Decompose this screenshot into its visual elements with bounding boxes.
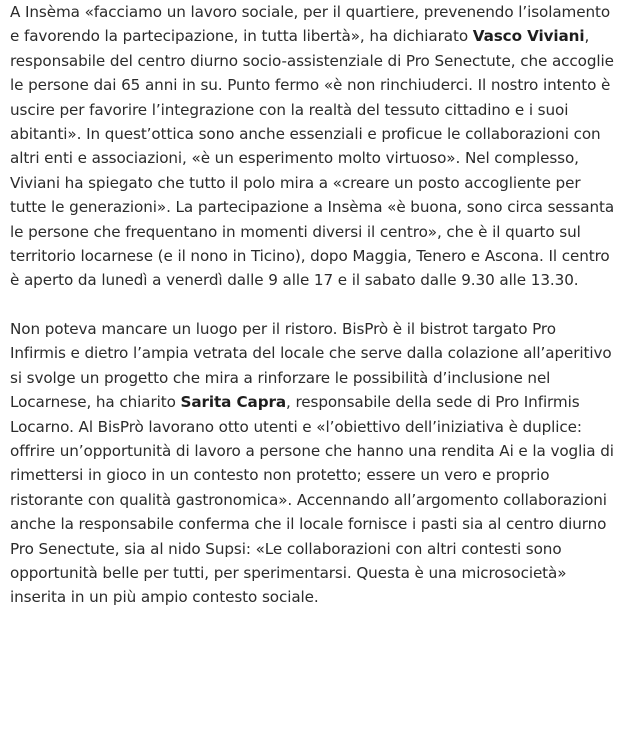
paragraph-2-text-body: , responsabile della sede di Pro Infirmis Locarno. Al BisPrò lavorano otto utenti e «l’obiettivo dell’iniziativa è duplice: offrire un’opportunità di lavoro a persone che hanno una rendita Ai e la voglia di rimettersi in gioco in un contesto non protetto; essere un vero e proprio ristorante con qualità gastronomica». Accennando all’argomento collaborazioni anche la responsabile conferma che il locale fornisce i pasti sia al centro diurno Pro Senectute, sia al nido Supsi: «Le collaborazioni con altri contesti sono opportunità belle per tutti, per sperimentarsi. Questa è una microsocietà» inserita in un più ampio contesto sociale.	[10, 393, 614, 607]
paragraph-1-text-body: , responsabile del centro diurno socio-assistenziale di Pro Senectute, che accoglie le persone dai 65 anni in su. Punto fermo «è non rinchiuderci. Il nostro intento è uscire per favorire l’integrazione con la realtà del tessuto cittadino e i suoi abitanti». In quest’ottica sono anche essenziali e proficue le collaborazioni con altri enti e associazioni, «è un esperimento molto virtuoso». Nel complesso, Viviani ha spiegato che tutto il polo mira a «creare un posto accogliente per tutte le generazioni». La partecipazione a Insèma «è buona, sono circa sessanta le persone che frequentano in momenti diversi il centro», che è il quarto sul territorio locarnese (e il nono in Ticino), dopo Maggia, Tenero e Ascona. Il centro è aperto da lunedì a venerdì dalle 9 alle 17 e il sabato dalle 9.30 alle 13.30.	[10, 27, 615, 290]
article-paragraph-2	[10, 317, 616, 610]
person-name-vasco-viviani: Vasco Viviani	[472, 27, 585, 46]
paragraph-2-text-intro: Non poteva mancare un luogo per il ristoro. BisPrò è il bistrot targato Pro Infirmis e dietro l’ampia vetrata del locale che serve dalla colazione all’aperitivo si svolge un progetto che mira a rinforzare le possibilità d’inclusione nel Locarnese, ha chiarito	[10, 319, 612, 412]
person-name-sarita-capra: Sarita Capra	[180, 393, 286, 412]
article-paragraph-1	[10, 0, 616, 293]
paragraph-1-text-intro: A Insèma «facciamo un lavoro sociale, per il quartiere, prevenendo l’isolamento e favorendo la partecipazione, in tutta libertà», ha dichiarato	[10, 3, 611, 46]
